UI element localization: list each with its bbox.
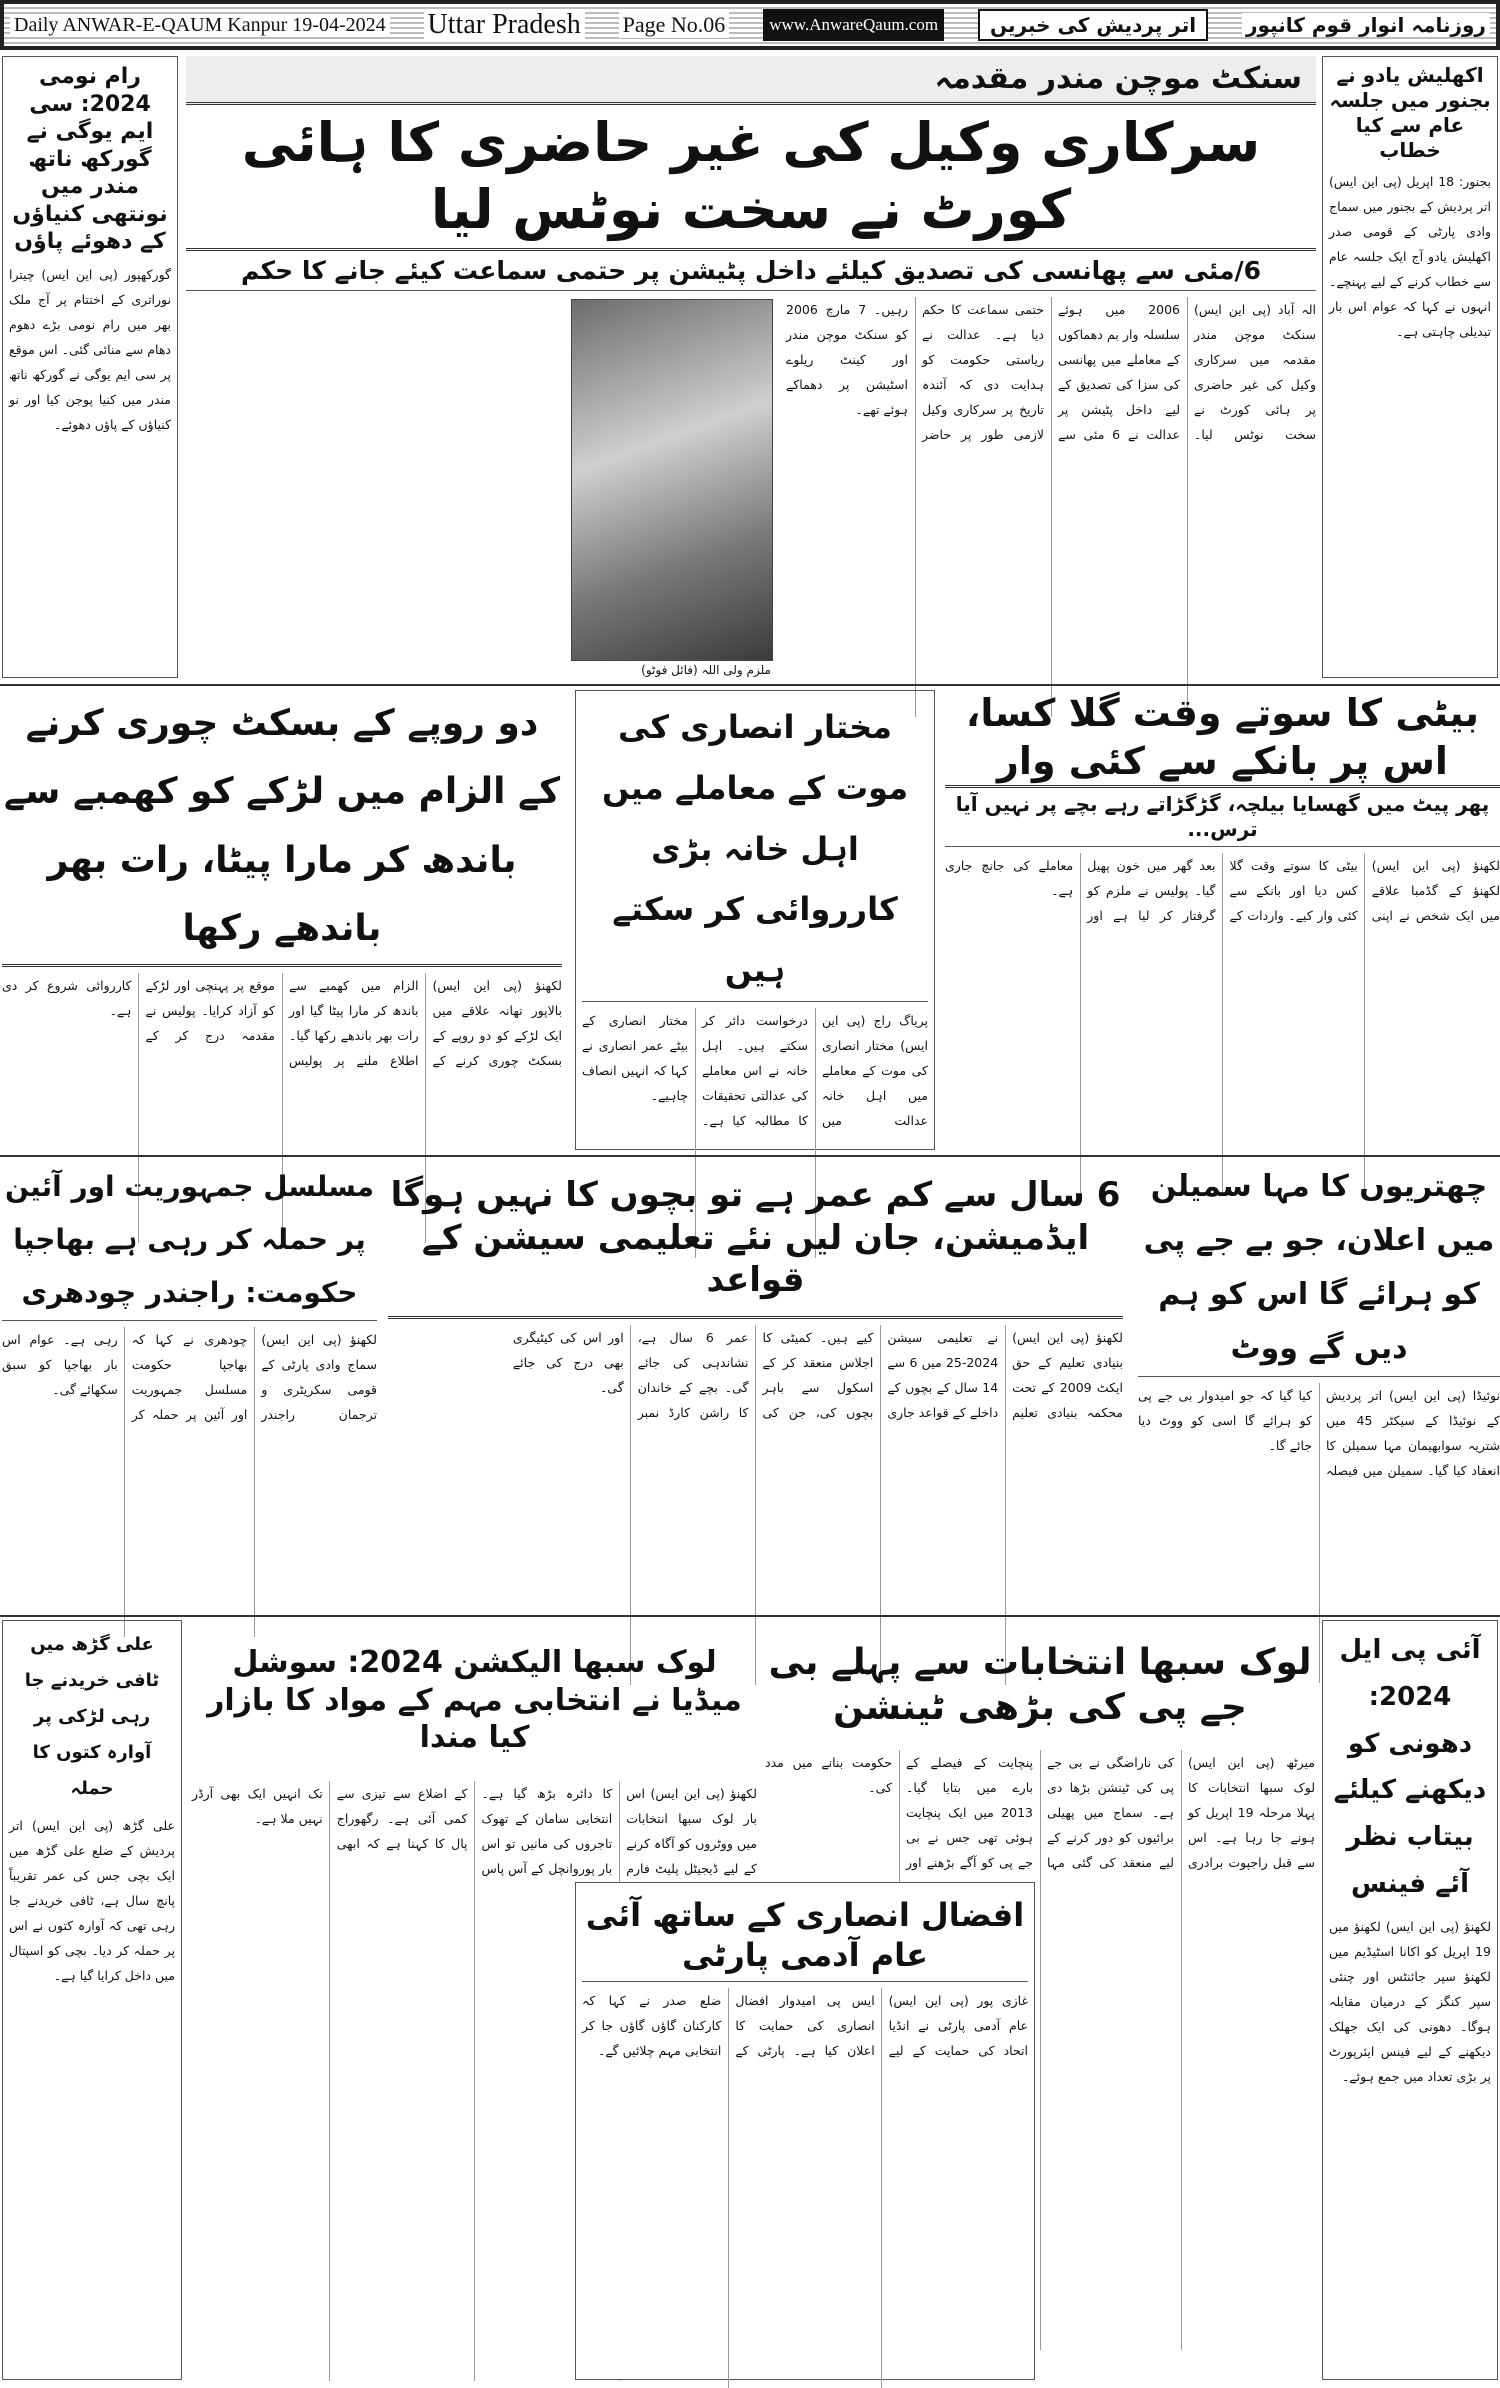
main-headline: سرکاری وکیل کی غیر حاضری کا ہائی کورٹ نے سخت نوٹس لیا <box>186 105 1316 251</box>
headline: مسلسل جمہوریت اور آئین پر حملہ کر رہی ہے بھاجپا حکومت: راجندر چودھری <box>2 1160 377 1321</box>
divider <box>0 684 1500 686</box>
story-akhilesh <box>1322 56 1498 678</box>
divider <box>0 1155 1500 1157</box>
headline: 6 سال سے کم عمر ہے تو بچوں کا نہیں ہوگا ایڈمیشن، جان لیں نئے تعلیمی سیشن کے قواعد <box>388 1160 1123 1319</box>
story-body: الہ آباد (پی این ایس) سنکٹ موچن مندر مقدمہ میں سرکاری وکیل کی غیر حاضری پر ہائی کورٹ نے سخت نوٹس لیا۔ 2006 میں ہوئے سلسلہ وار بم دھماکوں کے معاملے میں پھانسی کی سزا کی تصدیق کے لیے داخل پٹیشن پر عدالت نے 6 مئی سے حتمی سماعت کا حکم دیا ہے۔ عدالت نے ریاستی حکومت کو ہدایت دی کہ آئندہ تاریخ پر سرکاری وکیل لازمی طور پر حاضر رہیں۔ 7 مارچ 2006 کو سنکٹ موچن مندر اور کینٹ ریلوے اسٹیشن پر دھماکے ہوئے تھے۔ <box>786 301 1316 442</box>
story-bjp-tension <box>765 1620 1315 1875</box>
photo-caption: ملزم ولی اللہ (فائل فوٹو) <box>641 662 771 677</box>
website-link[interactable]: www.AnwareQaum.com <box>763 9 944 41</box>
story-body: لکھنؤ (پی این ایس) بالاپور تھانہ علاقے میں ایک لڑکے کو دو روپے کے بسکٹ چوری کرنے کے الزام میں کھمبے سے باندھ کر مارا پیٹا گیا اور رات بھر باندھے رکھا گیا۔ اطلاع ملنے پر پولیس موقع پر پہنچی اور لڑکے کو آزاد کرایا۔ پولیس نے مقدمہ درج کر کے کارروائی شروع کر دی ہے۔ <box>2 977 562 1068</box>
kicker: سنکٹ موچن مندر مقدمہ <box>186 56 1316 105</box>
story-body: غازی پور (پی این ایس) عام آدمی پارٹی نے انڈیا اتحاد کی حمایت کے لیے ایس پی امیدوار افضال انصاری کی حمایت کا اعلان کیا ہے۔ پارٹی کے ضلع صدر نے کہا کہ کارکنان گاؤں گاؤں جا کر انتخابی مہم چلائیں گے۔ <box>582 1993 1028 2058</box>
headline: بیٹی کا سوتے وقت گلا کسا، اس پر بانکے سے کئی وار <box>945 690 1500 788</box>
story-beti <box>945 690 1500 1150</box>
story-afzal-ansari <box>575 1882 1035 2380</box>
headline: لوک سبھا الیکشن 2024: سوشل میڈیا نے انتخابی مہم کے مواد کا بازار کیا مندا <box>207 1645 742 1755</box>
headline: دو روپے کے بسکٹ چوری کرنے کے الزام میں لڑکے کو کھمبے سے باندھ کر مارا پیٹا، رات بھر باندھے رکھا <box>2 690 562 967</box>
story-body: لکھنؤ (پی این ایس) لکھنؤ میں 19 اپریل کو اکانا اسٹیڈیم میں لکھنؤ سپر جائنٹس اور چنئی سپر کنگز کے درمیان مقابلہ ہوگا۔ دھونی کی ایک جھلک دیکھنے کے لیے فینس ایئرپورٹ پر بڑی تعداد میں جمع ہوئے۔ <box>1329 1918 1491 2084</box>
story-body: لکھنؤ (پی این ایس) سماج وادی پارٹی کے قومی سکریٹری و ترجمان راجندر چودھری نے کہا کہ بھاجپا حکومت مسلسل جمہوریت اور آئین پر حملہ کر رہی ہے۔ عوام اس بار بھاجپا کو سبق سکھائے گی۔ <box>2 1331 377 1422</box>
masthead-bar <box>0 0 1500 50</box>
divider <box>0 1615 1500 1617</box>
story-body: بجنور: 18 اپریل (پی این ایس) اتر پردیش کے بجنور میں سماج وادی پارٹی کے قومی صدر اکھلیش یادو آج ایک جلسہ عام سے خطاب کرنے کے لیے پہنچے۔ انہوں نے کہا کہ عوام اس بار تبدیلی چاہتی ہے۔ <box>1329 174 1492 339</box>
headline: آئی پی ایل 2024: دھونی کو دیکھنے کیلئے بیتاب نظر آئے فینس <box>1333 1635 1487 1899</box>
headline: علی گڑھ میں ٹافی خریدنے جا رہی لڑکی پر آوارہ کتوں کا حملہ <box>24 1634 160 1799</box>
story-body: پریاگ راج (پی این ایس) مختار انصاری کی موت کے معاملے میں اہل خانہ عدالت میں درخواست دائر کر سکتے ہیں۔ اہل خانہ نے اس معاملے کی عدالتی تحقیقات کا مطالبہ کیا ہے۔ مختار انصاری کے بیٹے عمر انصاری نے کہا کہ انہیں انصاف چاہیے۔ <box>582 1012 928 1128</box>
sub-headline: پھر پیٹ میں گھسایا بیلچہ، گڑگڑاتے رہے بچے پر نہیں آیا ترس... <box>945 788 1500 847</box>
story-ipl <box>1322 1620 1498 2380</box>
story-body: لکھنؤ (پی این ایس) اس بار لوک سبھا انتخابات میں ووٹروں کو آگاہ کرنے کے لیے ڈیجیٹل پلیٹ فارم کا دائرہ بڑھ گیا ہے۔ انتخابی سامان کے تھوک تاجروں کی مانیں تو اس بار پوروانچل کے آس پاس کے اضلاع سے تیزی سے کمی آئی ہے۔ رگھوراج پال کا کہنا ہے کہ ابھی تک انہیں ایک بھی آرڈر نہیں ملا ہے۔ <box>192 1785 757 1876</box>
section-title: Uttar Pradesh <box>424 9 585 41</box>
headline: لوک سبھا انتخابات سے پہلے بی جے پی کی بڑھی ٹینشن <box>768 1642 1312 1728</box>
section-title-urdu: اتر پردیش کی خبریں <box>978 9 1208 41</box>
story-admission <box>388 1160 1123 1610</box>
story-body: لکھنؤ (پی این ایس) لکھنؤ کے گڈمبا علاقے میں ایک شخص نے اپنی بیٹی کا سوتے وقت گلا کس دیا اور بانکے سے کئی وار کیے۔ واردات کے بعد گھر میں خون پھیل گیا۔ پولیس نے ملزم کو گرفتار کر لیا ہے اور معاملے کی جانچ جاری ہے۔ <box>945 858 1500 923</box>
headline: اکھلیش یادو نے بجنور میں جلسہ عام سے کیا خطاب <box>1329 63 1491 162</box>
newspaper-logo: روزنامہ انوار قوم کانپور <box>1242 13 1490 37</box>
story-body: گورکھپور (پی این ایس) چیترا نوراتری کے اختتام پر آج ملک بھر میں رام نومی بڑے دھوم دھام سے منائی گئی۔ اس موقع پر سی ایم یوگی نے گورکھ ناتھ مندر میں کنیا پوجن کیا اور نو کنیاؤں کے پاؤں دھوئے۔ <box>9 266 171 432</box>
photo-accused <box>571 299 773 661</box>
story-kshatriya <box>1138 1160 1500 1610</box>
headline: افضال انصاری کے ساتھ آئی عام آدمی پارٹی <box>582 1889 1028 1982</box>
story-body: علی گڑھ (پی این ایس) اتر پردیش کے ضلع علی گڑھ میں ایک بچی جس کی عمر تقریباً پانچ سال ہے، ٹافی خریدنے جا رہی تھی کہ آوارہ کتوں نے اس پر حملہ کر دیا۔ بچی کو اسپتال میں داخل کرایا گیا ہے۔ <box>9 1818 175 1983</box>
headline: رام نومی 2024: سی ایم یوگی نے گورکھ ناتھ مندر میں نونتھی کنیاؤں کے دھوئے پاؤں <box>12 64 168 254</box>
story-biscuit-theft <box>2 690 562 1150</box>
paper-date: Daily ANWAR-E-QAUM Kanpur 19-04-2024 <box>10 14 390 37</box>
page-number: Page No.06 <box>619 12 730 38</box>
story-rajendra <box>2 1160 377 1610</box>
story-social-media <box>192 1620 757 1875</box>
headline: چھتریوں کا مہا سمیلن میں اعلان، جو بے جے پی کو ہرائے گا اس کو ہم دیں گے ووٹ <box>1138 1160 1500 1377</box>
story-body: نوئیڈا (پی این ایس) اتر پردیش کے نوئیڈا کے سیکٹر 45 میں شتریہ سوابھیمان مہا سمیلن کا انعقاد کیا گیا۔ سمیلن میں فیصلہ کیا گیا کہ جو امیدوار بی جے پی کو ہرائے گا اسی کو ووٹ دیا جائے گا۔ <box>1138 1388 1500 1478</box>
story-body: میرٹھ (پی این ایس) لوک سبھا انتخابات کا پہلا مرحلہ 19 اپریل کو ہونے جا رہا ہے۔ اس سے قبل راجپوت برادری کی ناراضگی نے بی جے پی کی ٹینشن بڑھا دی ہے۔ سماج میں پھیلی برائیوں کو دور کرنے کے لیے منعقد کی گئی مہا پنچایت کے فیصلے کے بارے میں بتایا گیا۔ 2013 میں ایک پنچایت ہوئی تھی جس نے بی جے پی کو آگے بڑھنے اور حکومت بنانے میں مدد کی۔ <box>765 1755 1315 1870</box>
story-body: لکھنؤ (پی این ایس) بنیادی تعلیم کے حق ایکٹ 2009 کے تحت محکمہ بنیادی تعلیم نے تعلیمی سیشن 2024-25 میں 6 سے 14 سال کے بچوں کے داخلے کے قواعد جاری کیے ہیں۔ کمیٹی کا اجلاس منعقد کر کے اسکول سے باہر بچوں کی، جن کی عمر 6 سال ہے، نشاندہی کی جائے گی۔ بچے کے خاندان کا راشن کارڈ نمبر اور اس کی کیٹیگری بھی درج کی جائے گی۔ <box>512 1329 1123 1420</box>
headline: مختار انصاری کی موت کے معاملے میں اہل خانہ بڑی کارروائی کر سکتے ہیں <box>582 697 928 1002</box>
main-story <box>186 56 1316 678</box>
story-ram-navami <box>2 56 178 678</box>
story-aligarh <box>2 1620 182 2380</box>
sub-headline: 6/مئی سے پھانسی کی تصدیق کیلئے داخل پٹیشن پر حتمی سماعت کیئے جانے کا حکم <box>186 251 1316 291</box>
story-mukhtar <box>575 690 935 1150</box>
